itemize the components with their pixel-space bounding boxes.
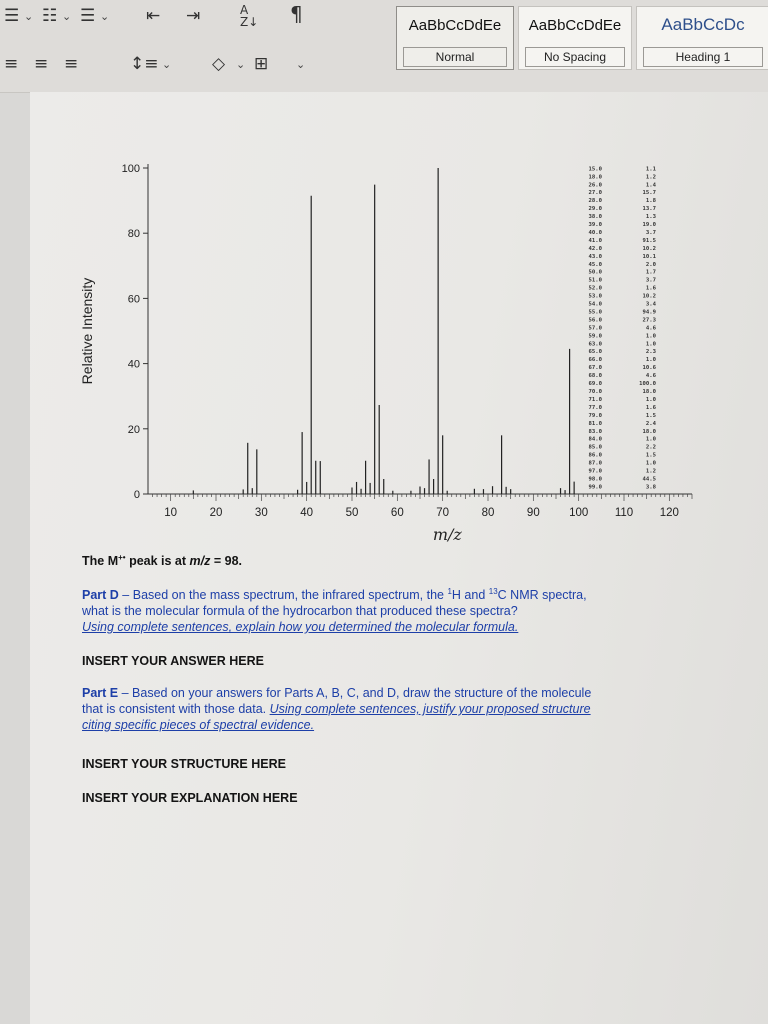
peak-table-intensity: 2.2 <box>645 444 656 451</box>
document-page[interactable] <box>30 92 768 1024</box>
m-peak-prefix: The M <box>82 554 119 569</box>
x-tick-label: 40 <box>300 507 314 519</box>
chevron-down-icon[interactable]: ⌄ <box>162 58 172 71</box>
x-tick-label: 80 <box>481 507 495 519</box>
peak-table-intensity: 1.0 <box>645 357 656 364</box>
peak-table-intensity: 3.8 <box>645 484 656 491</box>
peak-table-intensity: 10.2 <box>642 293 656 300</box>
chevron-down-icon[interactable]: ⌄ <box>62 10 72 23</box>
peak-table-intensity: 4.6 <box>645 373 656 380</box>
x-tick-label: 100 <box>569 507 589 519</box>
peak-table-mz: 86.0 <box>588 452 602 459</box>
peak-table-intensity: 1.0 <box>645 341 656 348</box>
part-d-text: C NMR spectra, <box>497 588 587 603</box>
y-tick-label: 80 <box>127 228 140 241</box>
style-name: No Spacing <box>525 47 625 67</box>
peak-table-intensity: 4.6 <box>645 325 656 332</box>
style-no-spacing[interactable] <box>518 6 632 70</box>
peak-table-mz: 52.0 <box>588 285 602 292</box>
peak-table-mz: 15.0 <box>588 166 602 173</box>
x-tick-label: 90 <box>526 507 540 519</box>
increase-indent-icon[interactable]: ⇥ <box>186 6 201 26</box>
peak-table-mz: 55.0 <box>588 309 602 316</box>
peak-table-mz: 59.0 <box>588 333 602 340</box>
part-e-label: Part E <box>82 686 119 700</box>
mass-spectrum-chart <box>30 92 768 552</box>
style-sample: AaBbCcDdEe <box>528 17 622 34</box>
y-tick-label: 40 <box>127 358 140 371</box>
x-tick-label: 10 <box>164 507 178 519</box>
peak-table-intensity: 1.0 <box>645 333 656 340</box>
align-left-icon[interactable]: ≡ <box>4 54 19 74</box>
peak-table-intensity: 1.6 <box>645 404 656 411</box>
insert-structure-placeholder[interactable]: INSERT YOUR STRUCTURE HERE <box>82 757 286 771</box>
peak-table-mz: 70.0 <box>588 388 602 395</box>
peak-table-mz: 39.0 <box>588 222 602 229</box>
peak-table-intensity: 1.6 <box>645 285 656 292</box>
insert-explanation-placeholder[interactable]: INSERT YOUR EXPLANATION HERE <box>82 791 298 805</box>
peak-table-intensity: 13.7 <box>642 206 656 213</box>
ribbon-toolbar <box>0 0 768 93</box>
chevron-down-icon[interactable]: ⌄ <box>296 58 306 71</box>
numbering-icon[interactable]: ☷ <box>42 6 58 26</box>
peak-table-mz: 26.0 <box>588 182 602 189</box>
align-right-icon[interactable]: ≡ <box>64 54 79 74</box>
style-sample: AaBbCcDc <box>661 15 745 34</box>
pilcrow-icon[interactable]: ¶ <box>290 2 303 26</box>
shading-icon[interactable]: ◇ <box>212 54 226 74</box>
y-tick-label: 100 <box>121 163 140 175</box>
peak-table-mz: 65.0 <box>588 349 602 356</box>
peak-table-intensity: 44.5 <box>642 476 656 483</box>
part-d-text: H and <box>451 588 489 603</box>
peak-table-intensity: 1.5 <box>645 452 656 459</box>
sort-icon[interactable]: A Z↓ <box>240 3 259 29</box>
peak-table-mz: 40.0 <box>588 229 602 236</box>
peak-table-intensity: 1.0 <box>645 460 656 467</box>
m-peak-value: = 98. <box>210 554 242 569</box>
peak-table-intensity: 18.0 <box>642 388 656 395</box>
part-e-line3: citing specific pieces of spectral evidence. <box>82 718 315 732</box>
sort-icon-label: A Z <box>240 3 249 29</box>
peak-table-mz: 42.0 <box>588 245 602 252</box>
peak-table-intensity: 1.3 <box>645 214 656 221</box>
peak-table-mz: 87.0 <box>588 460 602 467</box>
peak-table-intensity: 2.3 <box>645 349 656 356</box>
style-heading-1[interactable] <box>636 6 768 70</box>
part-d-question <box>82 584 742 635</box>
peak-table-intensity: 1.2 <box>645 468 656 475</box>
peak-table-mz: 66.0 <box>588 357 602 364</box>
m-peak-mid: peak is at <box>125 554 190 569</box>
bullets-icon[interactable]: ☰ <box>4 6 20 26</box>
peak-table-intensity: 100.0 <box>639 381 656 388</box>
peak-table-intensity: 3.7 <box>645 229 656 236</box>
part-e-text: that is consistent with those data. <box>82 702 270 716</box>
peak-table-intensity: 3.7 <box>645 277 656 284</box>
peak-table-mz: 97.0 <box>588 468 602 475</box>
x-axis-label: m/z <box>432 525 462 544</box>
m-peak-sup: +• <box>118 553 126 562</box>
peak-table-intensity: 1.0 <box>645 396 656 403</box>
peak-table-mz: 79.0 <box>588 412 602 419</box>
y-tick-label: 0 <box>133 489 140 501</box>
peak-table-mz: 51.0 <box>588 277 602 284</box>
x-tick-label: 50 <box>345 507 359 519</box>
peak-table-mz: 69.0 <box>588 381 602 388</box>
peak-table-mz: 63.0 <box>588 341 602 348</box>
peak-table-intensity: 1.5 <box>645 412 656 419</box>
x-tick-label: 110 <box>614 507 634 519</box>
x-tick-label: 70 <box>436 507 450 519</box>
peak-table-intensity: 3.4 <box>645 301 656 308</box>
m-peak-mz: m/z <box>189 554 211 569</box>
peak-table-mz: 85.0 <box>588 444 602 451</box>
peak-table-intensity: 10.6 <box>642 365 656 372</box>
part-d-line3: Using complete sentences, explain how you determined the molecular formula. <box>82 620 519 635</box>
peak-table-mz: 53.0 <box>588 293 602 300</box>
peak-table-mz: 77.0 <box>588 404 602 411</box>
part-d-line2: what is the molecular formula of the hydrocarbon that produced these spectra? <box>82 604 518 619</box>
peak-table-mz: 68.0 <box>588 373 602 380</box>
decrease-indent-icon[interactable]: ⇤ <box>146 6 161 26</box>
peak-table-intensity: 1.1 <box>645 166 656 173</box>
x-tick-label: 60 <box>390 507 404 519</box>
peak-table-intensity: 2.0 <box>645 261 656 268</box>
chevron-down-icon[interactable]: ⌄ <box>100 10 110 23</box>
peak-table-mz: 54.0 <box>588 301 602 308</box>
part-d-text: – Based on the mass spectrum, the infrared spectrum, the <box>118 588 448 603</box>
x-tick-label: 30 <box>254 507 268 519</box>
peak-table-intensity: 19.0 <box>642 222 656 229</box>
x-tick-label: 120 <box>659 507 679 519</box>
align-center-icon[interactable]: ≡ <box>34 54 49 74</box>
y-axis-label: Relative Intensity <box>79 277 95 385</box>
chevron-down-icon[interactable]: ⌄ <box>236 58 246 71</box>
borders-icon[interactable]: ⊞ <box>254 54 269 74</box>
style-sample: AaBbCcDdEe <box>408 17 502 34</box>
peak-table-intensity: 10.2 <box>642 245 656 252</box>
style-name: Heading 1 <box>643 47 763 67</box>
peak-table-mz: 57.0 <box>588 325 602 332</box>
y-tick-label: 60 <box>127 293 140 306</box>
peak-table-intensity: 10.1 <box>642 253 656 260</box>
peak-table-mz: 28.0 <box>588 198 602 205</box>
peak-table-mz: 43.0 <box>588 253 602 260</box>
part-d-label: Part D <box>82 588 119 603</box>
peak-table-mz: 41.0 <box>588 237 602 244</box>
peak-table-intensity: 27.3 <box>642 317 656 324</box>
peak-table-mz: 38.0 <box>588 214 602 221</box>
peak-table-intensity: 91.5 <box>642 237 656 244</box>
peak-table-intensity: 1.4 <box>645 182 656 189</box>
peak-table-intensity: 1.2 <box>645 174 656 181</box>
peak-table-mz: 83.0 <box>588 428 602 435</box>
part-e-question <box>82 685 742 733</box>
part-e-text: – Based on your answers for Parts A, B, C, and D, draw the structure of the molecule <box>118 686 592 700</box>
peak-table-mz: 99.0 <box>588 484 602 491</box>
part-e-text: Using complete sentences, justify your proposed structure <box>269 702 591 716</box>
peak-table-mz: 18.0 <box>588 174 602 181</box>
chevron-down-icon[interactable]: ⌄ <box>24 10 34 23</box>
part-d-sup2: 13 <box>488 587 498 596</box>
peak-table-intensity: 15.7 <box>642 190 656 197</box>
peak-table-intensity: 2.4 <box>645 420 656 427</box>
peak-table-mz: 50.0 <box>588 269 602 276</box>
style-normal[interactable] <box>396 6 514 70</box>
y-tick-label: 20 <box>127 423 140 436</box>
peak-table-mz: 98.0 <box>588 476 602 483</box>
peak-table-mz: 29.0 <box>588 206 602 213</box>
peak-table-intensity: 1.8 <box>645 198 656 205</box>
insert-answer-placeholder[interactable]: INSERT YOUR ANSWER HERE <box>82 654 264 668</box>
peak-table-mz: 27.0 <box>588 190 602 197</box>
multilevel-list-icon[interactable]: ☰ <box>80 6 96 26</box>
peak-table-mz: 71.0 <box>588 396 602 403</box>
peak-table-intensity: 18.0 <box>642 428 656 435</box>
style-name: Normal <box>403 47 507 67</box>
peak-table-intensity: 1.7 <box>645 269 656 276</box>
peak-table-mz: 81.0 <box>588 420 602 427</box>
line-spacing-icon[interactable]: ↕≡ <box>130 54 159 74</box>
peak-table-intensity: 94.9 <box>642 309 656 316</box>
x-tick-label: 20 <box>209 507 223 519</box>
part-d-sup1: 1 <box>447 587 452 596</box>
peak-table-mz: 45.0 <box>588 261 602 268</box>
peak-table-intensity: 1.0 <box>645 436 656 443</box>
peak-table-mz: 67.0 <box>588 365 602 372</box>
m-peak-statement <box>82 550 242 569</box>
peak-table-mz: 84.0 <box>588 436 602 443</box>
peak-table-mz: 56.0 <box>588 317 602 324</box>
